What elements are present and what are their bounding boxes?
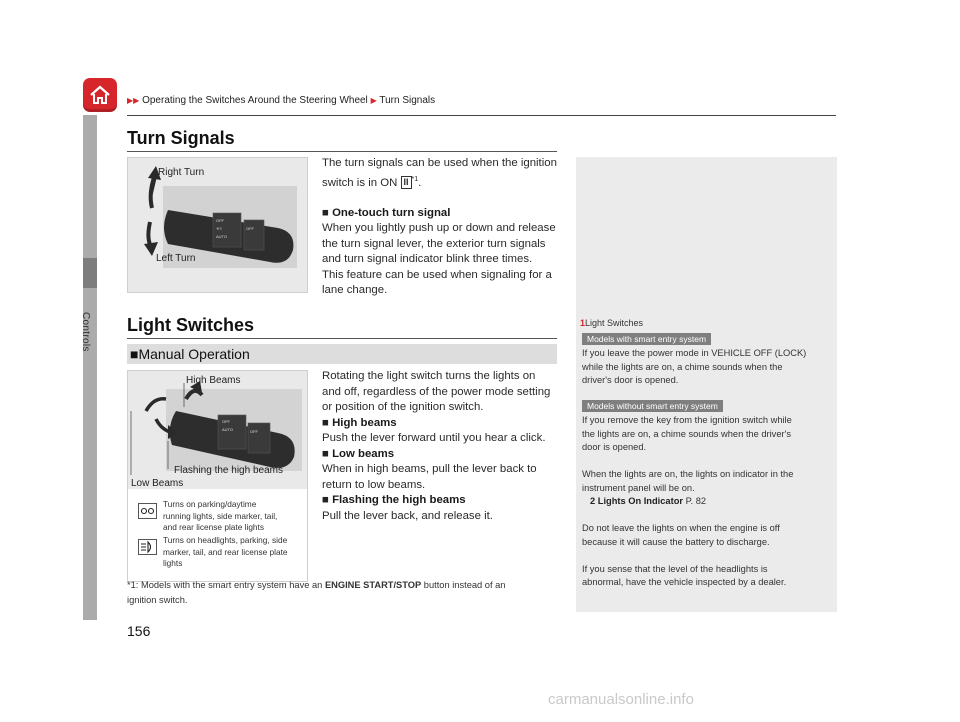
legend-line: lights <box>163 558 183 568</box>
light-intro-line: or position of the ignition switch. <box>322 401 484 413</box>
side-line: Do not leave the lights on when the engine is off <box>582 523 780 533</box>
high-beams-text: Push the lever forward until you hear a click. <box>322 432 546 444</box>
lights-on-indicator-link[interactable] <box>582 495 832 509</box>
breadcrumb-arrow-icon: ▶▶ <box>127 96 140 105</box>
side-line: instrument panel will be on. <box>582 482 695 493</box>
footnote-ref[interactable]: *1 <box>411 175 419 183</box>
side-line: the lights are on, a chime sounds when the driver's <box>582 428 792 439</box>
breadcrumb <box>127 95 435 106</box>
one-touch-line: the turn signal lever, the exterior turn signals <box>322 237 546 250</box>
flashing-heading <box>322 493 562 509</box>
one-touch-heading-text: One-touch turn signal <box>332 206 451 219</box>
footnote-bold: ENGINE START/STOP <box>324 580 422 590</box>
turn-signals-rule <box>127 151 557 152</box>
headlights-icon <box>138 539 157 555</box>
light-intro-line: and off, regardless of the power mode setting <box>322 385 551 398</box>
turn-signal-lever-image <box>127 157 308 293</box>
sidebar-bar <box>83 115 97 620</box>
low-beams-line: When in high beams, pull the lever back to <box>322 463 537 475</box>
side-panel-title <box>580 318 643 328</box>
breadcrumb-page: Turn Signals <box>379 95 436 106</box>
page-number: 156 <box>127 623 151 639</box>
footnote-text: Models with the smart entry system have an <box>140 580 323 590</box>
side-line: If you leave the power mode in VEHICLE OFF (LOCK) <box>582 348 807 358</box>
svg-text:OFF: OFF <box>216 218 224 223</box>
one-touch-line: lane change. <box>322 284 388 297</box>
intro-prefix: switch is in ON <box>322 176 398 189</box>
no-smart-entry-tag: Models without smart entry system <box>582 400 723 412</box>
flashing-text: Pull the lever back, and release it. <box>322 509 493 522</box>
low-beams-line: return to low beams. <box>322 478 426 491</box>
legend-text-headlights <box>163 535 308 570</box>
svg-text:OFF: OFF <box>222 419 230 424</box>
side-line: door is opened. <box>582 442 647 452</box>
light-switch-image <box>127 370 308 582</box>
footnote-text: button instead of an <box>423 580 506 590</box>
svg-text:AUTO: AUTO <box>222 427 234 432</box>
legend-line: Turns on parking/daytime <box>163 499 257 509</box>
legend-line: and rear license plate lights <box>163 522 265 532</box>
light-switches-rule <box>127 338 557 339</box>
square-bullet-icon: ■ <box>322 447 329 460</box>
intro-suffix: . <box>418 176 422 189</box>
svg-text:☀≡: ☀≡ <box>216 226 222 231</box>
footnote-line2: ignition switch. <box>127 595 188 605</box>
header-divider <box>127 115 836 116</box>
turn-signals-intro-line1: The turn signals can be used when the ignition <box>322 157 557 169</box>
low-beams-heading-text: Low beams <box>332 447 395 460</box>
smart-entry-tag: Models with smart entry system <box>582 333 711 345</box>
turn-signals-title: Turn Signals <box>127 128 235 148</box>
left-turn-label: Left Turn <box>156 253 196 264</box>
one-touch-line: and turn signal indicator blink three times. <box>322 253 533 266</box>
sidebar-label[interactable]: Controls <box>80 312 91 352</box>
flashing-heading-text: Flashing the high beams <box>332 494 466 506</box>
breadcrumb-section-link[interactable]: Operating the Switches Around the Steering Wheel <box>142 95 368 106</box>
breadcrumb-arrow-icon: ▶ <box>370 96 377 105</box>
one-touch-line: When you lightly push up or down and release <box>322 222 556 235</box>
turn-signals-body <box>322 156 562 299</box>
low-beams-heading <box>322 447 562 463</box>
svg-text:OFF: OFF <box>246 226 254 231</box>
manual-operation-bar <box>127 344 557 364</box>
legend-line: Turns on headlights, parking, side <box>163 535 288 545</box>
side-line: driver's door is opened. <box>582 375 679 385</box>
turn-signals-intro-line2 <box>322 172 562 191</box>
side-line: because it will cause the battery to discharge. <box>582 536 770 547</box>
ignition-position-key: II <box>401 176 412 189</box>
high-beams-label: High Beams <box>186 375 241 386</box>
svg-text:OFF: OFF <box>250 429 258 434</box>
flashing-high-beams-label: Flashing the high beams <box>174 465 283 476</box>
sidebar-section-marker <box>83 258 97 288</box>
manual-operation-heading-text: Manual Operation <box>138 346 250 362</box>
parking-lights-icon <box>138 503 157 519</box>
smart-entry-text <box>582 347 832 388</box>
no-smart-entry-text <box>582 414 832 590</box>
turn-signal-lever-illustration <box>128 158 307 292</box>
high-beams-heading-text: High beams <box>332 416 397 429</box>
reference-link-text[interactable]: Lights On Indicator <box>597 496 683 506</box>
watermark: carmanualsonline.info <box>548 691 694 708</box>
side-line: If you sense that the level of the headlights is <box>582 563 768 574</box>
reference-page[interactable]: P. 82 <box>685 496 707 506</box>
right-turn-label: Right Turn <box>158 167 205 178</box>
square-bullet-icon: ■ <box>322 416 329 429</box>
reference-arrow-icon: 2 <box>590 496 596 506</box>
high-beams-heading <box>322 416 562 432</box>
side-line: while the lights are on, a chime sounds when the <box>582 361 783 372</box>
home-icon <box>88 83 112 107</box>
side-line: If you remove the key from the ignition switch while <box>582 415 792 425</box>
square-bullet-icon: ■ <box>322 494 329 506</box>
side-line: When the lights are on, the lights on indicator in the <box>582 469 794 479</box>
svg-text:AUTO: AUTO <box>216 234 228 239</box>
light-switches-body <box>322 369 562 524</box>
legend-text-parking <box>163 499 308 534</box>
side-title-text: Light Switches <box>585 318 644 328</box>
footnote <box>127 578 567 608</box>
one-touch-line: This feature can be used when signaling for a <box>322 268 552 281</box>
one-touch-heading <box>322 206 562 222</box>
legend-line: marker, tail, and rear license plate <box>163 546 288 557</box>
side-title-marker-icon: 1 <box>580 318 586 328</box>
low-beams-label: Low Beams <box>131 478 184 489</box>
manual-operation-heading: ■Manual Operation <box>130 346 250 362</box>
square-bullet-icon: ■ <box>322 206 329 219</box>
light-switches-title: Light Switches <box>127 315 255 335</box>
footnote-mark: *1: <box>127 580 139 590</box>
light-intro-line: Rotating the light switch turns the lights on <box>322 370 536 382</box>
side-line: abnormal, have the vehicle inspected by a dealer. <box>582 577 787 587</box>
legend-line: running lights, side marker, tail, <box>163 510 278 521</box>
home-button[interactable] <box>83 78 117 112</box>
